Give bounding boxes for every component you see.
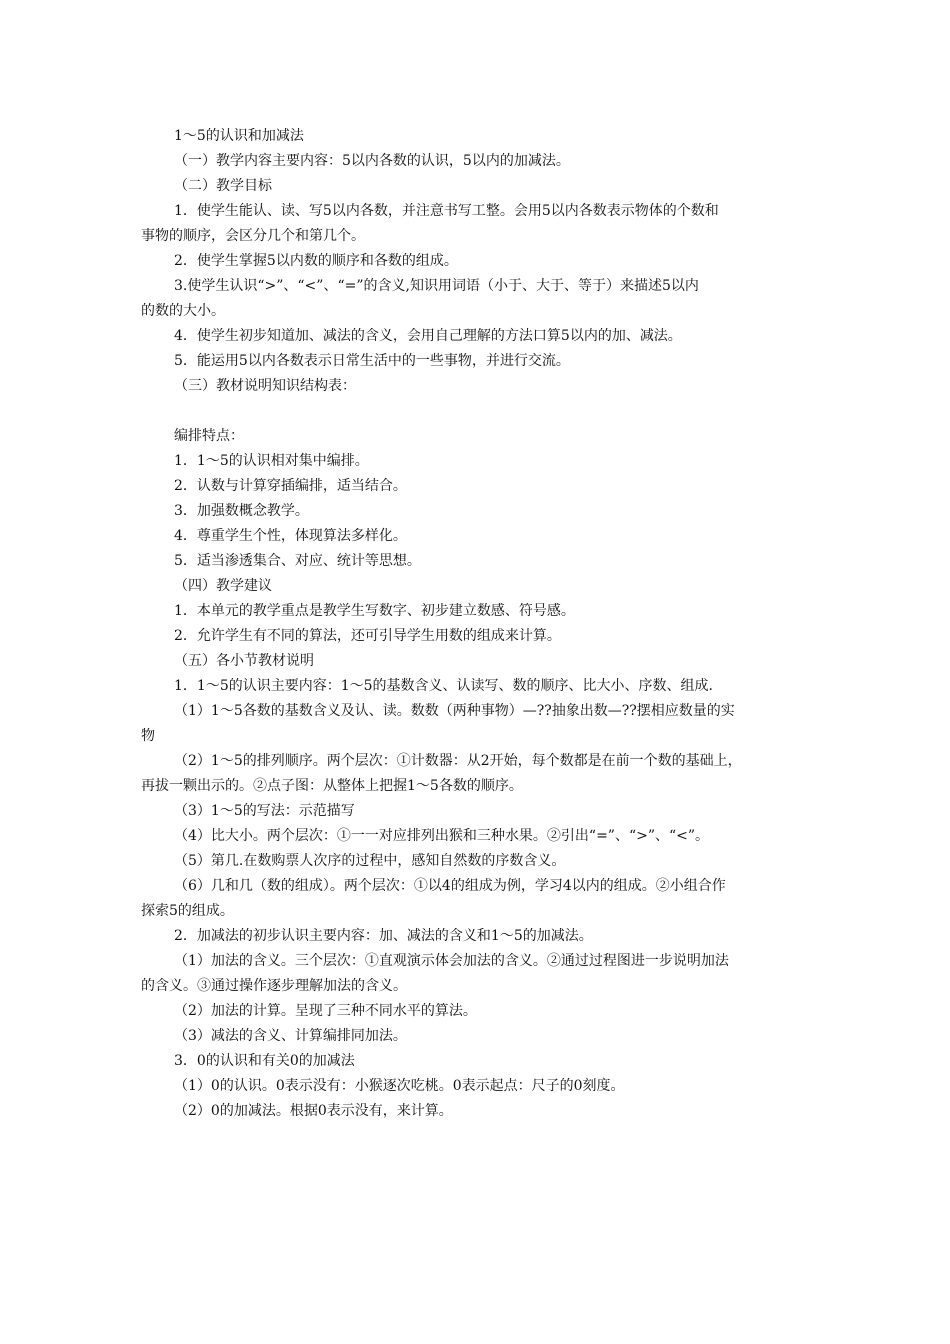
- part-1-item-2-line-2: 再拔一颗出示的。②点子图：从整体上把握1～5各数的顺序。: [141, 778, 523, 794]
- advice-1: 1．本单元的教学重点是教学生写数字、初步建立数感、符号感。: [174, 603, 575, 619]
- part-1-item-6-line-2: 探索5的组成。: [141, 903, 234, 919]
- feature-5: 5．适当渗透集合、对应、统计等思想。: [174, 553, 421, 569]
- part-1-item-5: （5）第几.在数购票人次序的过程中，感知自然数的序数含义。: [174, 853, 566, 869]
- section-4-heading: （四）教学建议: [174, 578, 272, 594]
- goal-1-line-1: 1．使学生能认、读、写5以内各数，并注意书写工整。会用5以内各数表示物体的个数和: [174, 203, 719, 219]
- goal-3-line-2: 的数的大小。: [141, 303, 225, 319]
- part-1-item-3: （3）1～5的写法：示范描写: [174, 803, 355, 819]
- part-2-item-2: （2）加法的计算。呈现了三种不同水平的算法。: [174, 1003, 477, 1019]
- goal-3-line-1: 3.使学生认识“>”、“<”、“=”的含义,知识用词语（小于、大于、等于）来描述5以内: [174, 278, 699, 294]
- feature-1: 1．1～5的认识相对集中编排。: [174, 453, 369, 469]
- part-3-summary: 3．0的认识和有关0的加减法: [174, 1053, 355, 1069]
- part-2-item-1-line-1: （1）加法的含义。三个层次：①直观演示体会加法的含义。②通过过程图进一步说明加法: [174, 953, 729, 969]
- goal-1-line-2: 事物的顺序，会区分几个和第几个。: [141, 228, 365, 244]
- part-2-summary: 2．加减法的初步认识主要内容：加、减法的含义和1～5的加减法。: [174, 928, 593, 944]
- section-1-heading: （一）教学内容主要内容：5以内各数的认识，5以内的加减法。: [174, 153, 570, 169]
- section-3-heading: （三）教材说明知识结构表：: [174, 378, 356, 394]
- part-1-summary: 1．1～5的认识主要内容：1～5的基数含义、认读写、数的顺序、比大小、序数、组成.: [174, 678, 713, 694]
- features-heading: 编排特点：: [174, 428, 244, 444]
- goal-5: 5．能运用5以内各数表示日常生活中的一些事物，并进行交流。: [174, 353, 570, 369]
- goal-2: 2．使学生掌握5以内数的顺序和各数的组成。: [174, 253, 458, 269]
- part-2-item-3: （3）减法的含义、计算编排同加法。: [174, 1028, 407, 1044]
- feature-2: 2．认数与计算穿插编排，适当结合。: [174, 478, 407, 494]
- part-3-item-2: （2）0的加减法。根据0表示没有，来计算。: [174, 1103, 453, 1119]
- part-3-item-1: （1）0的认识。0表示没有：小猴逐次吃桃。0表示起点：尺子的0刻度。: [174, 1078, 625, 1094]
- part-1-item-1-line-2: 物: [141, 728, 155, 744]
- part-1-item-6-line-1: （6）几和几（数的组成）。两个层次：①以4的组成为例，学习4以内的组成。②小组合作: [174, 878, 726, 894]
- section-5-heading: （五）各小节教材说明: [174, 653, 314, 669]
- advice-2: 2．允许学生有不同的算法，还可引导学生用数的组成来计算。: [174, 628, 561, 644]
- feature-4: 4．尊重学生个性，体现算法多样化。: [174, 528, 407, 544]
- feature-3: 3．加强数概念教学。: [174, 503, 309, 519]
- part-1-item-4: （4）比大小。两个层次：①一一对应排列出猴和三种水果。②引出“=”、“>”、“<”。: [174, 828, 710, 844]
- doc-title: 1～5的认识和加减法: [174, 128, 304, 144]
- goal-4: 4．使学生初步知道加、减法的含义，会用自己理解的方法口算5以内的加、减法。: [174, 328, 682, 344]
- section-2-heading: （二）教学目标: [174, 178, 272, 194]
- part-2-item-1-line-2: 的含义。③通过操作逐步理解加法的含义。: [141, 978, 407, 994]
- part-1-item-2-line-1: （2）1～5的排列顺序。两个层次：①计数器：从2开始，每个数都是在前一个数的基础上，: [174, 753, 742, 769]
- part-1-item-1-line-1: （1）1～5各数的基数含义及认、读。数数（两种事物）—??抽象出数—??摆相应数量的实: [174, 703, 735, 719]
